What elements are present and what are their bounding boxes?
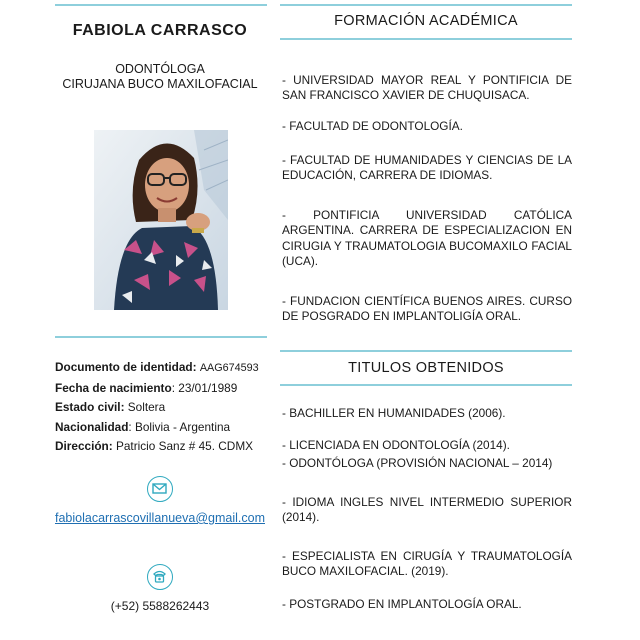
envelope-icon bbox=[147, 476, 173, 502]
education-item: - FACULTAD DE HUMANIDADES Y CIENCIAS DE LA EDUCACIÓN, CARRERA DE IDIOMAS. bbox=[282, 153, 572, 183]
education-heading-rule bbox=[280, 38, 572, 40]
title-item: - ODONTÓLOGA (PROVISIÓN NACIONAL – 2014) bbox=[282, 456, 553, 470]
phone-number: (+52) 5588262443 bbox=[110, 599, 210, 613]
detail-address-label: Dirección: bbox=[55, 439, 113, 454]
titles-top-rule bbox=[280, 350, 572, 352]
profile-name: FABIOLA CARRASCO bbox=[72, 22, 248, 39]
education-heading: FORMACIÓN ACADÉMICA bbox=[334, 13, 518, 29]
telephone-icon bbox=[147, 564, 173, 590]
title-item: - ESPECIALISTA EN CIRUGÍA Y TRAUMATOLOGÍA BUCO MAXILOFACIAL. (2019). bbox=[282, 549, 572, 579]
profile-title bbox=[40, 62, 280, 92]
detail-nationality-label: Nacionalidad bbox=[55, 419, 129, 434]
titles-heading: TITULOS OBTENIDOS bbox=[348, 360, 504, 376]
detail-civil-status-value: Soltera bbox=[127, 400, 166, 415]
detail-nationality bbox=[55, 418, 285, 438]
detail-civil-status bbox=[55, 398, 285, 418]
detail-birthdate-label: Fecha de nacimiento bbox=[55, 380, 172, 395]
detail-id-label: Documento de identidad: bbox=[55, 360, 197, 374]
education-item: - UNIVERSIDAD MAYOR REAL Y PONTIFICIA DE SAN FRANCISCO XAVIER DE CHUQUISACA. bbox=[282, 73, 572, 103]
title-item: - LICENCIADA EN ODONTOLOGÍA (2014). bbox=[282, 438, 510, 452]
detail-address-value: Patricio Sanz # 45. CDMX bbox=[115, 439, 254, 454]
detail-civil-status-label: Estado civil: bbox=[55, 400, 125, 415]
right-top-rule bbox=[280, 4, 572, 6]
left-mid-rule bbox=[55, 336, 267, 338]
email-link[interactable]: fabiolacarrascovillanueva@gmail.com bbox=[54, 511, 265, 525]
titles-heading-rule bbox=[280, 384, 572, 386]
left-top-rule bbox=[55, 4, 267, 6]
detail-id-value: AAG674593 bbox=[199, 362, 259, 374]
title-item: - IDIOMA INGLES NIVEL INTERMEDIO SUPERIOR (2014). bbox=[282, 495, 572, 525]
detail-nationality-value: : Bolivia - Argentina bbox=[128, 419, 231, 434]
detail-id bbox=[55, 358, 285, 379]
education-item: - FACULTAD DE ODONTOLOGÍA. bbox=[282, 119, 463, 133]
education-item: - PONTIFICIA UNIVERSIDAD CATÓLICA ARGENTINA. CARRERA DE ESPECIALIZACION EN CIRUGIA Y TRAUMATOLOGIA BUCOMAXILO FACIAL (UCA). bbox=[282, 208, 572, 269]
title-item: - POSTGRADO EN IMPLANTOLOGÍA ORAL. bbox=[282, 597, 522, 611]
title-item: - BACHILLER EN HUMANIDADES (2006). bbox=[282, 406, 506, 420]
education-item: - FUNDACION CIENTÍFICA BUENOS AIRES. CURSO DE POSGRADO EN IMPLANTOLIGÍA ORAL. bbox=[282, 294, 572, 324]
profile-title-line1: ODONTÓLOGA bbox=[115, 62, 205, 76]
portrait-illustration bbox=[94, 130, 228, 310]
profile-photo bbox=[94, 130, 228, 310]
profile-title-line2: CIRUJANA BUCO MAXILOFACIAL bbox=[62, 77, 258, 91]
detail-birthdate bbox=[55, 379, 285, 399]
detail-address bbox=[55, 437, 285, 457]
envelope-glyph bbox=[148, 477, 171, 500]
personal-details bbox=[55, 358, 285, 457]
detail-birthdate-value: : 23/01/1989 bbox=[171, 380, 238, 395]
telephone-glyph bbox=[148, 565, 171, 588]
